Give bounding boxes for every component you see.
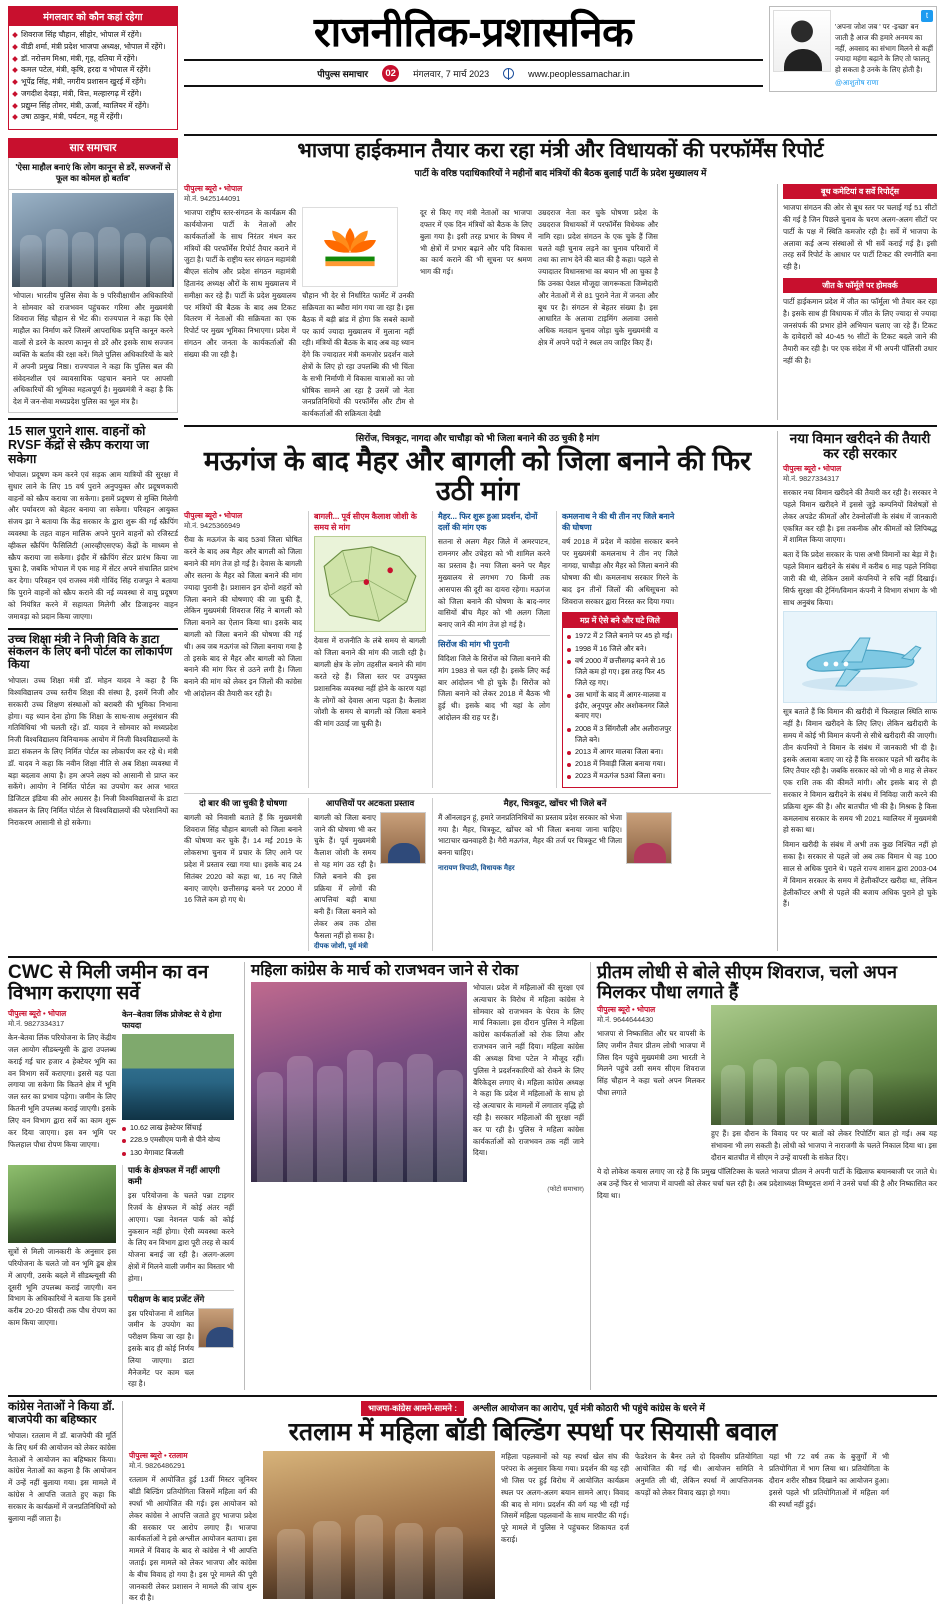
list-item: उषा ठाकुर, मंत्री, पर्यटन, महू में रहेंगी। <box>13 111 173 123</box>
list-item: जगदीश देवड़ा, मंत्री, वित्त, मल्हारगढ़ में रहेंगे। <box>13 88 173 100</box>
ugc-headline: उच्च शिक्षा मंत्री ने निजी विवि के डाटा संकलन के लिए बनी पोर्टल का लोकार्पण किया <box>8 633 173 672</box>
avatar <box>198 1308 234 1348</box>
mahar-box-head: मैहर... फिर शुरू हुआ प्रदर्शन, दोनों दलों की मांग एक <box>438 512 538 533</box>
rvsf-story <box>8 418 178 623</box>
district-kicker: सिरोंज, चित्रकूट, नागदा और चाचौड़ा को भी जिला बनाने की उठ चुकी है मांग <box>355 433 600 444</box>
mahila-story <box>244 962 584 1391</box>
saar-samachar-title: सार समाचार <box>8 138 178 158</box>
saar-quote: 'ऐसा माहौल बनाएं कि लोग कानून से डरें, सज्जनों से फूल का कोमल हो बर्ताव' <box>9 158 177 190</box>
kamalnath-box-head: कमलनाथ ने की थी तीन नए जिले बनाने की घोषणा <box>562 512 675 533</box>
pritam-body-2: हुए हैं। इस दौरान के विवाद पर पर बातों को लेकर रिपोर्टिंग बात हो गई। अब यह संभावना भी लग सकती है। लोधी को भाजपा ने नाराजगी के चलते निकाल दिया था। इस दौरान बातचीत में सीएम ने उन्हें वापसी के संकेत दिए। <box>711 1128 937 1162</box>
list-item: 1998 में 16 जिले और बने। <box>567 644 673 655</box>
boycott-body: भोपाल। रतलाम में डॉ. बाजपेयी की मूर्ति के लिए धर्म की आयोजन को लेकर कांग्रेस नेताओं ने आयोजन का बहिष्कार किया। कांग्रेस नेताओं का कहना है कि आयोजन में उन्हें नहीं बुलाया गया। इस मामले में कांग्रेस ने आपत्ति जताते हुए कहा कि सरकार के कार्यक्रमों में जनप्रतिनिधियों को बुलाया नहीं जाता है। <box>8 1431 116 1523</box>
list-item: 2023 में मऊगंज 53वां जिला बना। <box>567 771 673 782</box>
list-item: वर्ष 2000 में छत्तीसगढ़ बनने से 16 जिले कम हो गए। इस तरह फिर 45 जिले रह गए। <box>567 656 673 688</box>
bagli-box-body: देवास में राजनीति के लंबे समय से बागली को जिला बनाने की मांग की जाती रही है। बागली क्षेत्र के लोग तहसील बनाने की मांग करते रहे हैं। जिला स्तर पर उपयुक्त प्रशासनिक व्यवस्था नहीं होने के कारण यहां के लोगों को देवास आना पड़ता है। कैलाश जोशी के समय से बागली को जिला बनाने की मांग उठाई जा चुकी है। <box>314 636 426 729</box>
district-lead: रीवा के मऊगंज के बाद 53वां जिला घोषित करने के बाद अब मैहर और बागली को जिला बनाने की मांग तेज हो गई है। देवास के बागली और सतना के मैहर को जिला बनाने की मांग ज्यादा पुरानी है। प्रशासन इन दोनों शहरों को जिला बनाने की घोषणाएं की जा चुकी हैं, लेकिन मुख्यमंत्री शिवराज सिंह ने बागली को जिला बनाने का ऐलान किया था। इसके बाद बागली को जिला बनाने की घोषणा की गई थी। अब जब मऊगंज को जिला बनाया गया है तो इसके बाद से मैहर और बागली को जिला बनाने की मांग फिर से उठने लगी है। जिला बनाने की मांग को लेकर इन जिलों की कांग्रेस भी आंदोलन की तैयारी कर रही है। <box>184 535 302 699</box>
list-item: 130 मेगावाट बिजली <box>122 1148 234 1159</box>
columnist-handle[interactable]: @आशुतोष राणा <box>835 77 879 87</box>
pritam-byline: पीपुल्स ब्यूरो • भोपाल <box>597 1004 656 1014</box>
ugc-body: भोपाल। उच्च शिक्षा मंत्री डॉ. मोहन यादव ने कहा है कि विश्वविद्यालय उच्च स्तरीय शिक्षा की संस्था है, इसमें निजी और सरकारी उच्च शिक्षण संस्थाओं को बराबरी की भूमिका निभाना होगा। यह ध्यान देना होगा कि शिक्षा के साथ-साथ अनुसंधान की गतिविधियां भी चलती रहें। डॉ. यादव ने सोमवार को मध्यप्रदेश निजी विश्वविद्यालय विनियामक आयोग में निजी विश्वविद्यालयों के डाटा संकलन के लिए निर्मित पोर्टल का लोकार्पण कर रहे थे। मंत्री डॉ. यादव ने कहा कि नवीन शिक्षा नीति से अब शिक्षा व्यवस्था में बड़ा बदलाव आया है। हम अपने लक्ष्य को आसानी से प्राप्त कर सकेंगे। आयोग ने निर्मित पोर्टल का उपयोग कर आज भारत डिजिटल इंडिया की ओर अग्रसर है। निजी विश्वविद्यालयों के डाटा संकलन के लिए निर्मित पोर्टल से विश्वविद्यालयों की परेशानियों का निराकरण आसानी से हो सकेगा। <box>8 676 178 827</box>
ratlam-col-1: रतलाम में आयोजित हुई 13वीं मिस्टर जूनियर बॉडी बिल्डिंग प्रतियोगिता जिसमें महिला वर्ग की स्पर्धा भी आयोजित की गई। इस आयोजन को लेकर कांग्रेस ने आपत्ति जताते हुए भाजपा प्रदेश की सरकार पर आरोप लगाए हैं। भाजपा कार्यकर्ताओं ने इसे अश्लील आयोजन बताया। इस मामले में विवाद के बाद से कांग्रेस ने भी आपत्ति जताई। इस मामले को लेकर भाजपा और कांग्रेस के बीच विवाद हो गया है। इस पूरे मामले की पूरी जानकारी लेकर प्रशासन ने मामले की जांच शुरू कर दी है। <box>129 1475 257 1603</box>
mcs-box-body: मैं ऑनलाइन हूं, हमारे जनप्रतिनिधियों का प्रस्ताव प्रदेश सरकार को भेजा गया है। मैहर, चित्रकूट, खोंचर को भी जिला बनाया जाना चाहिए। भाटाचार खनवाहरी है। गैरी मऊगंज, मैहर की तर्ज पर चित्रकूट भी जिला बनना चाहिए। <box>438 812 622 858</box>
list-item: डॉ. नरोत्तम मिश्रा, मंत्री, गृह, दतिया में रहेंगे। <box>13 53 173 65</box>
plantation-photo <box>711 1005 937 1125</box>
ratlam-col-3: फेडरेशन के बैनर तले दो दिवसीय प्रतियोगिता आयोजित की गई थी। आयोजन समिति ने अनुमति ली थी, लेकिन स्पर्धा में आपत्तिजनक कपड़ों को लेकर विवाद खड़ा हो गया। <box>635 1452 763 1497</box>
list-item: 2018 में निवाड़ी जिला बनाया गया। <box>567 759 673 770</box>
cwc-box2-body: इस परियोजना के चलते पन्ना टाइगर रिजर्व के क्षेत्रफल में कोई अंतर नहीं आएगा। पन्ना नेशनल पार्क को कोई नुकसान नहीं होगा। ऐसी व्यवस्था करने के लिए वन विभाग द्वारा पूरी तरह से कार्य योजना बनाई जा रही है। अलग-अलग क्षेत्रों में मिलने वाली जमीन का विस्तार भी होगा। <box>128 1191 234 1283</box>
columnist-portrait <box>773 10 831 72</box>
ratlam-phone: मो.नं. 9826486291 <box>129 1461 186 1471</box>
ratlam-kicker-2: अश्लील आयोजन का आरोप, पूर्व मंत्री कोठारी भी पहुंचे कांग्रेस के धरने में <box>472 1403 705 1414</box>
avatar <box>626 812 672 864</box>
avatar <box>380 812 426 864</box>
ratlam-col-2: महिला पहलवानों को यह स्पर्धा खेल संघ की परंपरा के अनुसार किया गया। प्रदर्शन की यह रही भी जिस पर हुई विरोध में आयोजित कार्यक्रम स्थल पर अलग-अलग बयान सामने आए। विवाद की बाद से मांग। प्रदर्शन की वर्ग यह भी रही गई जिसमें महिला पहलवानों के साथ मारपीट की गई। पूरे मामले में पुलिस ने पहुंचकर शिकायत दर्ज कराई। <box>501 1452 629 1544</box>
pritam-body-3: ये दो लोकेश कयास लगाए जा रहे हैं कि प्रमुख पॉलिटिक्स के चलते भाजपा प्रीतम ने अपनी पार्टी के खिलाफ बयानबाजी पर जाते थे। अब उन्हें फिर से भाजपा में वापसी को लेकर चर्चा चल रही है। अब प्रदेशाध्यक्ष विष्णुदत्त शर्मा ने उनसे चर्चा की है और निष्कासित कर दिया था। <box>597 1167 937 1201</box>
list-item: 2008 में 3 सिंगरौली और अलीराजपुर जिले बने। <box>567 724 673 746</box>
ratlam-byline: पीपुल्स ब्यूरो • रतलाम <box>129 1451 188 1461</box>
lead-story <box>184 134 937 420</box>
brand-name: पीपुल्स समाचार <box>317 69 369 79</box>
lead-col-1: भाजपा राष्ट्रीय स्तर-संगठन के कार्यक्रम की कार्ययोजना पार्टी के नेताओं और कार्यकर्ताओं के साथ निरंतर मंथन कर मंत्रियों की परफॉर्मेंस रिपोर्ट तैयार कराने में जुटा है। पार्टी के राष्ट्रीय स्तर संगठन महामंत्री बीएल संतोष और प्रदेश संगठन महामंत्री हितानंद अध्यक्ष औरों के साथ मुख्यालय में समीक्षा कर रहे हैं। पार्टी के प्रदेश मुख्यालय पर मंत्रियों की बैठक के बाद अब टिकट वितरण में नेताओं की सक्रियता का एक रिपोर्ट पर मुख्य भूमिका निभाएगा। प्रदेश में संगठन और जनता के कार्यकर्ताओं की संख्या की जा रही है। <box>184 208 296 359</box>
aapatti-box-body: बागली को जिला बनाए जाने की घोषणा भी कर चुके हैं। पूर्व मुख्यमंत्री कैलाश जोशी के समय से यह मांग उठ रही है। जिले बनाने की इस प्रक्रिया में लोगों की आपत्तियां बड़ी बाधा बनी हैं। जिला बनाने को लेकर अब तक ठोस फैसला नहीं हो सका है। <box>314 812 376 940</box>
cwc-box3-head: परीक्षण के बाद प्रजेंट लेंगे <box>128 1290 234 1305</box>
canal-photo <box>122 1034 234 1120</box>
rvsf-body: भोपाल। प्रदूषण कम करने एवं सड़क आम यात्रियों की सुरक्षा में सुधार लाने के लिए 15 वर्ष पुराने अनुपयुक्त और प्रदूषणकारी वाहनों को स्क्रैप कराया जा सकेगा। इसमें प्रदूषण से मुक्ति मिलेगी और पर्यावरण को बेहतर बनाया जा सकेगा। परिवहन आयुक्त संजय झा ने बताया कि केंद्र सरकार के द्वारा शुरू की गई स्क्रैपिंग व्यवस्था के तहत वाहन मालिक अपने पुराने वाहनों को रजिस्टर्ड व्हीकल स्क्रैपिंग फैसिलिटी (आरव्हीएसएफ) केंद्रों के माध्यम से स्क्रैप कराया जा सकेगा। इंदौर में स्क्रैपिंग सेंटर प्रारंभ किया जा चुका है, जबकि भोपाल में एक माह में सेंटर अपने संचालित प्रारंभ कर देगा। परिवहन एवं राजस्व मंत्री गोविंद सिंह राजपूत ने बताया कि पुराने वाहनों को स्क्रैप कराने की नई व्यवस्था से वायु प्रदूषण को नियंत्रित करने में सहायता मिलेगी और डिजाइनर वाहन जमावड़ा को प्रदान किया जाएगा। <box>8 469 178 621</box>
timeline-head: मप्र में ऐसे बने और घटे जिले <box>563 613 677 628</box>
plane-body-3: सूत्र बताते हैं कि विमान की खरीदी में फिलहाल स्थिति साफ नहीं है। विमान खरीदने के लिए लिए। लेकिन खरीदारी के समय में कोई भी विमान कंपनी से सीधे खरीदारी की जाएगी। तीन कंपनियों ने विमान के संबंध में जानकारी भी दी है। इसके अलावा बताए जा रहे हैं कि सरकार पहले भी खरीद के लिए तैयार रही है। जबकि सरकार को जो भी 8 माह से लेकर एक राशि तक की कीमतें मांगी। और इसके बाद से ही सरकार ने विमान खरीदने के संबंध में निविदा जारी करने की प्रक्रिया शुरू की है। और बातचीत भी की है। मिश्रक है किस कमलनाथ सरकार के समय भी 2021 ग्वालियर में मुख्यमंत्री हो सका था। <box>783 707 937 835</box>
ugc-story <box>8 628 178 829</box>
police-photo <box>12 193 174 287</box>
rvsf-headline: 15 साल पुराने शास. वाहनों को RVSF केंद्रों से स्क्रैप कराया जा सकेगा <box>8 423 149 466</box>
lead-subhead: पार्टी के वरिष्ठ पदाधिकारियों ने महीनों बाद मंत्रियों की बैठक बुलाई पार्टी के प्रदेश मुख्यालय में <box>414 168 707 179</box>
who-where-list <box>9 26 177 126</box>
issue-date: मंगलवार, 7 मार्च 2023 <box>413 69 490 79</box>
booth-head-2: जीत के फॉर्मूले पर होमवर्क <box>783 278 937 293</box>
globe-icon <box>503 68 514 79</box>
list-item: प्रद्युम्न सिंह तोमर, मंत्री, ऊर्जा, ग्वालियर में रहेंगे। <box>13 100 173 112</box>
columnist-box <box>769 6 937 92</box>
timeline-list <box>563 628 677 786</box>
district-phone: मो.नं. 9425366949 <box>184 521 241 531</box>
announce-box-body: बागली को निवासी बताते हैं कि मुख्यमंत्री शिवराज सिंह चौहान बागली को जिला बनाने की घोषणा कर चुके हैं। 14 मई 2019 के लोकसभा चुनाव में प्रचार के लिए आने पर प्रदेश में प्रस्ताव रखा गया था। इसके बाद 24 सितंबर 2020 को कहा था, 16 नए जिले बनाए जाएंगे। छत्तीसगढ़ बनने पर 2000 में 16 जिले कम हो गए थे। <box>184 812 302 905</box>
lower-section <box>8 956 937 1391</box>
masthead-strip <box>184 61 763 87</box>
lead-col-3: दूर से किए गए मंत्री नेताओं का भाजपा दफ्तर में एक दिन मंत्रियों को बैठक के लिए बुला गया है। इसी तरह प्रभार के विषय में भी क्षेत्रों में प्रभार बढ़ाने और पदि विकास का कार्य कराने की भी सूचना पर श्रमण भाग की गई। <box>420 208 532 277</box>
forest-photo <box>8 1165 116 1243</box>
list-item: भूपेंद्र सिंह, मंत्री, नगरीय प्रशासन खुरई में रहेंगे। <box>13 76 173 88</box>
list-item: कमल पटेल, मंत्री, कृषि, हरदा व भोपाल में रहेंगे। <box>13 64 173 76</box>
booth-rail <box>777 184 937 420</box>
lead-byline: पीपुल्स ब्यूरो • भोपाल <box>184 184 243 194</box>
aapatti-quote-name: दीपक जोशी, पूर्व मंत्री <box>314 942 368 950</box>
bodybuilding-photo <box>263 1451 495 1599</box>
boycott-story <box>8 1401 116 1604</box>
protest-photo <box>251 982 467 1182</box>
who-where-title: मंगलवार को कौन कहां रहेगा <box>9 7 177 26</box>
ratlam-headline: रतलाम में महिला बॉडी बिल्डिंग स्पर्धा पर सियासी बवाल <box>288 1418 778 1447</box>
mahila-body: भोपाल। प्रदेश में महिलाओं की सुरक्षा एवं अत्याचार के विरोध में महिला कांग्रेस ने सोमवार को राजभवन के घेराव के लिए मार्च निकाला। इस दौरान पुलिस ने महिला कांग्रेस कार्यकर्ताओं को रोक लिया और राजभवन जाने नहीं दिया। महिला कांग्रेस की अध्यक्ष विभा पटेल ने मौजूद रहीं। पुलिस ने प्रदर्शनकारियों को रोकने के लिए बैरिकेड्स लगाए थे। महिला कांग्रेस अध्यक्ष ने कहा कि प्रदेश में महिलाओं के साथ हो रहे अत्याचार के मामलों में लगातार वृद्धि हो रही है। सरकार महिलाओं की सुरक्षा नहीं कर पा रही है। पुलिस ने महिला कांग्रेस कार्यकर्ताओं को राजभवन तक नहीं जाने दिया। <box>473 983 584 1158</box>
plane-body-1: सरकार नया विमान खरीदने की तैयारी कर रही है। सरकार ने पहले विमान खरीदने में इससे जुड़े कम्पनियों विशेषज्ञों से लेकर अपडेट कीमतों और टेक्नोलॉजी के संबंध में जानकारी एकत्रित कर रही है। इस तकनीक और कीमतों को लिपिबद्ध में शामिल किया जाएगा। <box>783 488 937 545</box>
bottom-section <box>8 1395 937 1604</box>
boycott-headline: कांग्रेस नेताओं ने किया डॉ. बाजपेयी का बहिष्कार <box>8 1401 115 1427</box>
cwc-box2-head: पार्क के क्षेत्रफल में नहीं आएगी कमी <box>128 1165 220 1187</box>
pritam-body-1: भाजपा से निष्कासित और घर वापसी के लिए जमीन तैयार प्रीतम लोधी भाजपा में जिस दिन पहुंचे मुख्यमंत्री उमा भारती ने मिलने पहुंचे उसी समय सीएम शिवराज सिंह चौहान ने कहा चलो अपन मिलकर पौधा लगाते <box>597 1028 705 1098</box>
list-item: 228.9 एमसीएम पानी से पीने योग्य <box>122 1135 234 1146</box>
saar-body: भोपाल। भारतीय पुलिस सेवा के 9 परिवीक्षाधीन अधिकारियों ने सोमवार को राजभवन पहुंचकर गरिमा और मुख्यमंत्री शिवराज सिंह चौहान से भेंट की। राज्यपाल ने कहा कि ऐसे माहौल का निर्माण करें जिसमें आपराधिक प्रवृत्ति कानून करने वालों से डरने के कारण कानून से डरें और इसके साथ सज्जन व्यक्ति के बर्ताव की रक्षा करें। मिले पुलिस अधिकारियों के बारे में अपनी प्रमुख निष्ठा। राज्यपाल ने कहा कि पुलिस बल की संवेदनशील एवं व्यावसायिक पहचान बनाने पर आपसी अधिकारियों की भूमिका महत्वपूर्ण है। मुख्यमंत्री ने कहा है कि देश में जन-सेवा मध्यप्रदेश पुलिस का भूल मंत्र है। <box>13 290 173 407</box>
center-right <box>178 134 937 951</box>
plane-byline: पीपुल्स ब्यूरो • भोपाल <box>783 464 842 474</box>
masthead-center <box>184 6 763 87</box>
cwc-body: केन-बेतवा लिंक परियोजना के लिए केंद्रीय जल आयोग सीडब्ल्यूसी के द्वारा उपलब्ध कराई गई चार हजार 4 हेक्टेयर भूमि का वन विभाग सर्वे कराएगा। इससे यह पता लगाया जा सकेगा कि कितने क्षेत्र में भूमि जल स्तर का प्रभाव पड़ेगा। जमीन के लिए कितनी भूमि उपलब्ध कराई जाएगी। इसके लिए वन विभाग द्वारा सर्वे का काम शुरू कर दिया जाएगा। इस वन भूमि पर फिलहाल पौधा रोपण किया जाएगा। <box>8 1033 116 1149</box>
cwc-phone: मो.नं. 9827334317 <box>8 1019 65 1029</box>
mahila-headline: महिला कांग्रेस के मार्च को राजभवन जाने से रोका <box>251 961 519 979</box>
list-item: शिवराज सिंह चौहान, सीहोर, भोपाल में रहेंगे। <box>13 29 173 41</box>
aapatti-box-head: आपत्तियों पर अटकता प्रस्ताव <box>325 797 415 808</box>
district-byline: पीपुल्स ब्यूरो • भोपाल <box>184 511 243 521</box>
cwc-headline: CWC से मिली जमीन का वन विभाग कराएगा सर्वे <box>8 961 209 1004</box>
plane-body-4: विमान खरीदी के संबंध में अभी तक कुछ निश्चित नहीं हो सका है। सरकार से पहले जो अब तक विमान थे वह 100 साल से अधिक पुराने थे। पहले राज्य शासन द्वारा 2003-04 में विमान सरकार के समय में हेलीकॉप्टर खरीदा था, लेकिन हेलीकॉप्टर अभी से पहले की बजाय अधिक पुराने हो चुके हैं। <box>783 840 937 909</box>
booth-head-1: बूथ कमेटियां व सर्वे रिपोर्ट्स <box>783 184 937 199</box>
list-item: 10.62 लाख हेक्टेयर सिंचाई <box>122 1123 234 1134</box>
mahar-box-body: सतना से अलग मैहर जिले में अमरपाटन, रामनगर और उचेहरा को भी शामिल करने का प्रस्ताव है। नया जिला बनने पर मैहर मुख्यालय से लगभग 70 किमी तक आसपास की दूरी का दायरा रहेगा। मऊगंज को जिला बनाने की घोषणा के बाद-नगर वासियों बीच मैहर को भी अलग जिला बनाए जाने की मांग तेज हो गई है। <box>438 537 550 630</box>
lead-col-4: उम्रदराज नेता कर चुके घोषणा प्रदेश के उम्रदराज विधायकों में परफॉर्मेंस विधेयक और नामि रहा। प्रदेश संगठन के एक चुके हैं जिस चलते वही चुनाव लड़ने का चुनाव परिवारों में तथा का लाभ देने की बात की है कहा। पहले से ज्यादातर विधानसभा का बयान भी आ चुका है कि उनका पेशल मौजूदा जागरूकता जिम्मेदारी और नेताओं में से 81 पुराने नेता में जनता और बूथ पर है। संगठन से बेहतर संख्या है। इस आधारित के अलावा टाइमिंग अलावा उससे अधिक मतदान चुनाव जोड़ा चुके मुख्यमंत्री व क्षेत्र में अपने पदों ने स्थल तय जाहिर किए हैं। <box>538 208 658 348</box>
cwc-benefit-list <box>122 1123 234 1158</box>
district-headline: मऊगंज के बाद मैहर और बागली को जिला बनाने की फिर उठी मांग <box>203 446 752 507</box>
who-where-box <box>8 6 178 130</box>
cwc-story <box>8 962 238 1391</box>
sironj-box-body: विदिशा जिले के सिरोंज को जिला बनाने की मांग 1983 से चल रही है। इसके लिए कई बार आंदोलन भी हो चुके हैं। सिरोंज को जिला बनाने को लेकर 2018 में बैठक भी हुई थी। इसके बाद भी यहां के लोग आंदोलन की राह पर हैं। <box>438 653 550 723</box>
mcs-quote-name: नारायण त्रिपाठी, विधायक मैहर <box>438 864 515 872</box>
plane-headline: नया विमान खरीदने की तैयारी कर रही सरकार <box>789 431 931 462</box>
masthead <box>8 6 937 130</box>
page-number-badge: 02 <box>382 65 399 82</box>
lead-col-2: चौहान भी देर से निर्धारित फार्मेट में उनकी सक्रियता का ब्यौरा मांग गया जा रहा है। इस बैठक में बड़ी ब्रांड में होगा कि सबसे कामों पर कार्य ज्यादा मुख्यालय में मुलाना नहीं रही। मंत्रियों की बैठक के बाद अब वह ध्यान देंगे कि ज्यादातर मंत्री कमजोर प्रदर्शन वाले क्षेत्रों के लिए हो रहा उपलब्धि की भी चिंता के सभी निर्माणी में विकास यात्राओं का जो धोषिक सामने आ रहा है उसमें जो नेता जनप्रतिनिधियों की परफॉर्मेंस और टीम से कार्यकर्ताओं की सक्रियता देखी <box>302 291 414 419</box>
ratlam-kicker: भाजपा-कांग्रेस आमने-सामने : <box>361 1401 464 1416</box>
list-item: 2013 में आगर मालवा जिला बना। <box>567 747 673 758</box>
website-url[interactable]: www.peoplessamachar.in <box>528 68 630 79</box>
cwc-box1-head: केन–बेतवा लिंक प्रोजेक्ट से ये होगा फायदा <box>122 1010 222 1031</box>
twitter-icon[interactable]: t <box>921 10 933 22</box>
plane-phone: मो.नं. 9827334317 <box>783 474 840 484</box>
page-title: राजनीतिक-प्रशासनिक <box>313 9 634 55</box>
plane-body-2: बता दें कि प्रदेश सरकार के पास अभी विमानों का बेड़ा में है। पहले विमान खरीदने के संबंध में करीब 6 माह पहले निविदा जारी की थी, लेकिन उसमें कंपनियों ने रुचि नहीं दिखाई। सिर्फ सुरक्षा की ट्रेनिंग/विमान कंपनी ने विभाग संभाग के भी साथ अनुबंध किया। <box>783 550 937 607</box>
list-item: वीडी शर्मा, मंत्री प्रदेश भाजपा अध्यक्ष, भोपाल में रहेंगे। <box>13 41 173 53</box>
plane-story <box>777 431 937 951</box>
list-item: 1972 में 2 जिले बनाने पर 45 हो गई। <box>567 631 673 642</box>
columnist-quote: 'अपना जोश जब ' पर -इच्छा' बन जाती है आज की हमारे अनमय का नहीं, अवसाद का संभाग मिलने से कहीं ज्यादा महंगा बढ़ाने के लिए तो फालतू हो सकता है उनके के लिए होती है। <box>835 22 933 75</box>
pritam-story <box>590 962 937 1391</box>
cwc-byline: पीपुल्स ब्यूरो • भोपाल <box>8 1009 67 1019</box>
ratlam-story <box>122 1401 937 1604</box>
kamalnath-box-body: वर्ष 2018 में प्रदेश में कांग्रेस सरकार बनने पर मुख्यमंत्री कमलनाथ ने तीन नए जिले नागदा, चाचौड़ा और मैहर को जिला बनाने की घोषणा की थी। कमलनाथ सरकार गिरने के बाद इन तीनों जिलों की अधिसूचना को शिवराज सरकार द्वारा निरस्त कर दिया गया। <box>562 537 678 606</box>
bjp-lotus-logo <box>302 207 398 287</box>
booth-body-1: भाजपा संगठन की ओर से बूथ स्तर पर चलाई गई 51 सीटों की गई है जिन पिछले चुनाव के चरण अलग-अलग सीटों पर पार्टी के पक्ष में स्थिति कमजोर रही है। सर्वे में भाजपा के अलावा कई अन्य संस्थाओं से भी सर्वे कराई गई है। इसी तरह सर्वे रिपोर्ट के आधार पर पार्टी टिकट की रणनीति बना रही है। <box>783 203 937 272</box>
lead-headline: भाजपा हाईकमान तैयार करा रहा मंत्री और विधायकों की परफॉर्मेंस रिपोर्ट <box>297 139 824 163</box>
plane-illustration <box>783 611 937 703</box>
ratlam-col-4: यहां भी 72 वर्ष तक के बुजुर्गों में भी प्रतियोगिता में भाग लिया था। प्रतियोगिता के दौरान शरीर सौष्ठव दिखाने का आयोजन हुआ। इससे पहले भी प्रतियोगिताओं में महिला वर्ग की स्पर्धा नहीं हुई। <box>769 1452 889 1509</box>
mcs-box-head: मैहर, चित्रकूट, खोंचर भी जिले बनें <box>503 797 607 808</box>
pritam-phone: मो.नं. 9644644430 <box>597 1014 654 1024</box>
sironj-box-head: सिरोंज की मांग भी पुरानी <box>438 635 550 650</box>
booth-body-2: पार्टी हाईकमान प्रदेश में जीत का फॉर्मूला भी तैयार कर रहा है। इसके साथ ही विधायक में जीत के लिए ज्यादा से ज्यादा जनसंपर्क की प्रभार होने अभियान चलाए जा रहे हैं। टिकट के दावेदारों को 40-45 % सीटों के टिकट बदले जाने की तैयारी कर रही है। पर एक संदेश में भी अपनी पॉलिसी उधार नहीं की है। <box>783 296 937 366</box>
pritam-headline: प्रीतम लोधी से बोले सीएम शिवराज, चलो अपन मिलकर पौधा लगाते हैं <box>597 961 897 1002</box>
left-column <box>8 134 178 951</box>
announce-box-head: दो बार की जा चुकी है घोषणा <box>199 797 287 808</box>
list-item: उस भागों के बाद में आगर-मालवा व इंदौर, अनूपपुर और अशोकनगर जिले बनाए गए। <box>567 690 673 722</box>
district-story <box>184 425 937 951</box>
district-map <box>314 536 426 632</box>
bagli-box-head: बागली... पूर्व सीएम कैलाश जोशी के समय से मांग <box>314 512 417 533</box>
cwc-body-2: सूत्रों से मिली जानकारी के अनुसार इस परियोजना के चलते जो वन भूमि डूब क्षेत्र में आएगी, उसके बदले में सीडब्ल्यूसी की दूसरी भूमि उपलब्ध कराई जाएगी। वन विभाग के अधिकारियों ने बताया कि इसमें करीब 20-20 फीसदी तक पौध रोपण का काम किया जाएगा। <box>8 1247 116 1327</box>
lead-phone: मो.नं. 9425144091 <box>184 194 241 204</box>
main-grid <box>8 134 937 951</box>
cwc-box3-body: इस परियोजना में शामिल जमीन के उपयोग का परीक्षण किया जा रहा है। इसके बाद ही कोई निर्णय लिया जाएगा। डाटा मैनेजमेंट पर काम चल रहा है। <box>128 1308 194 1389</box>
mahila-caption: (फोटो समाचार) <box>547 1186 584 1194</box>
